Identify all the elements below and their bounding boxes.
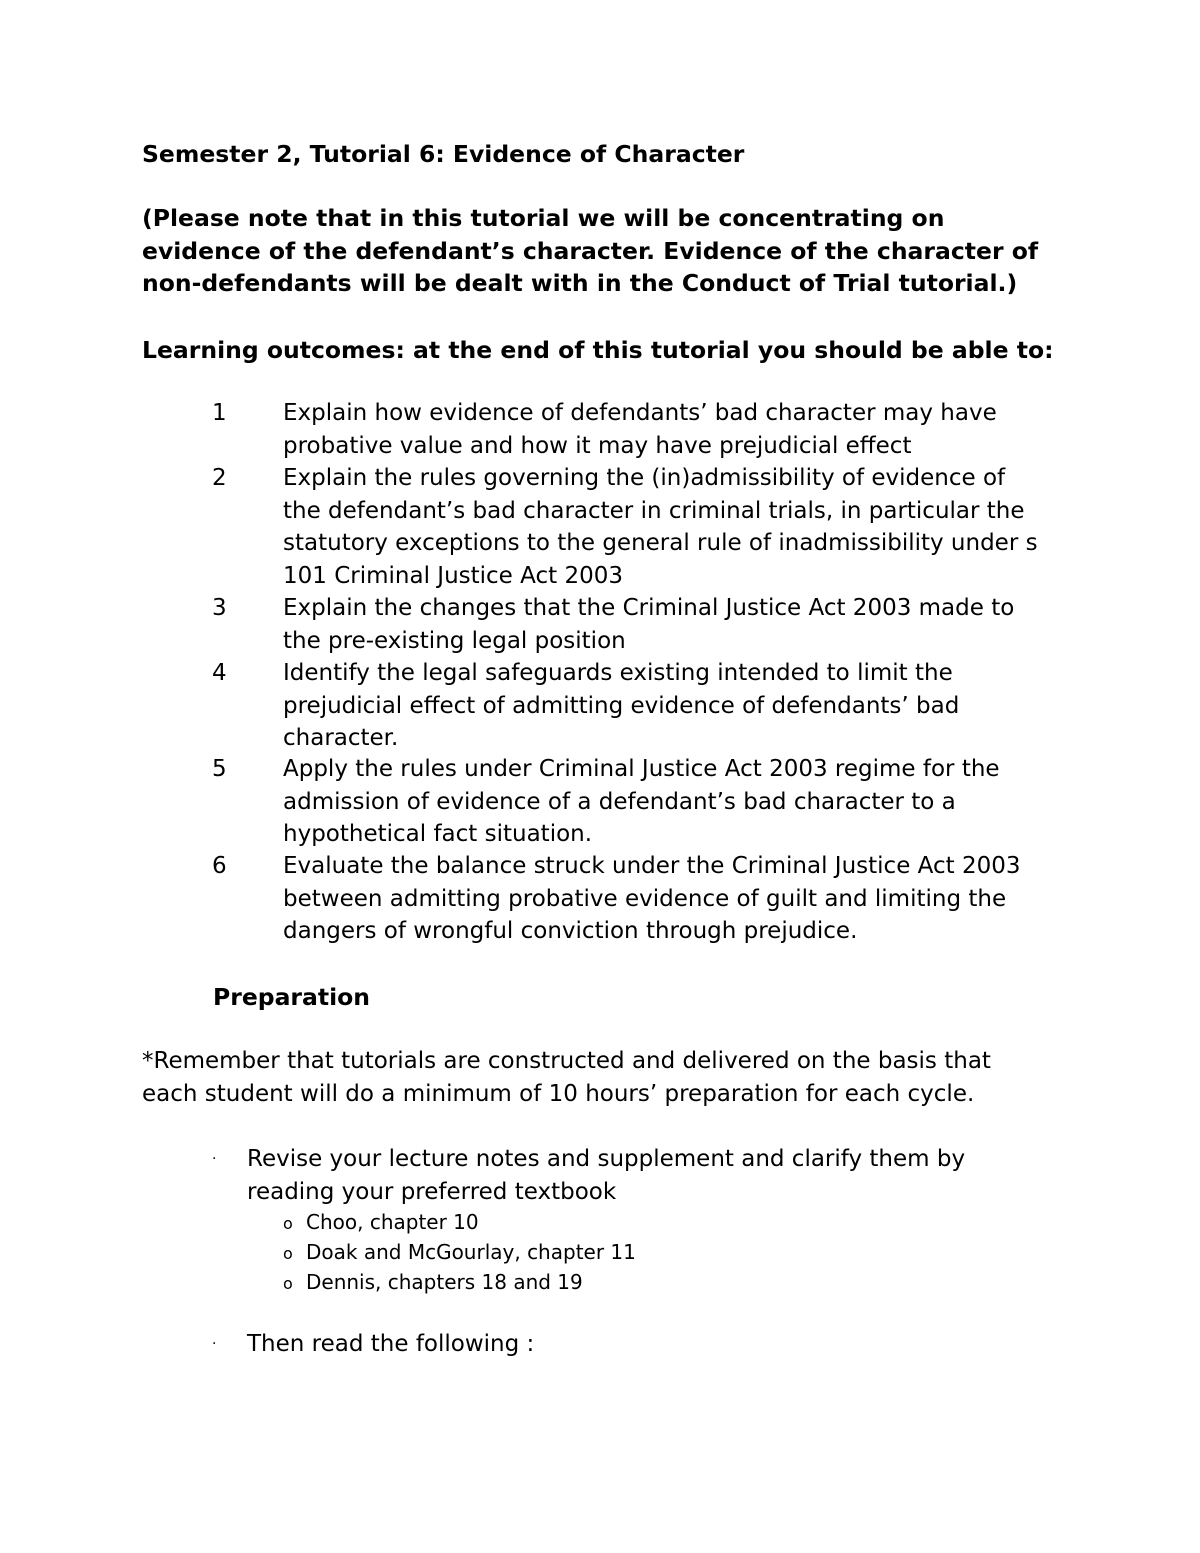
outcome-number: 2: [212, 465, 227, 491]
outcome-number: 3: [212, 595, 227, 621]
outcome-text: [283, 850, 1083, 948]
outcome-line: statutory exceptions to the general rule of inadmissibility under s: [283, 530, 1038, 556]
outcome-line: Explain how evidence of defendants’ bad character may have: [283, 400, 997, 426]
outcome-line: the pre-existing legal position: [283, 627, 626, 654]
outcome-text: [283, 753, 1083, 851]
outcome-line: Apply the rules under Criminal Justice Act 2003 regime for the: [283, 756, 1000, 782]
note-line: non-defendants will be dealt with in the Conduct of Trial tutorial.): [142, 269, 1018, 297]
outcome-line: probative value and how it may have prejudicial effect: [283, 432, 912, 459]
note-line: evidence of the defendant’s character. Evidence of the character of: [142, 236, 1039, 265]
circle-bullet-icon: o: [283, 1274, 293, 1293]
outcome-text: [283, 592, 1083, 657]
preparation-heading: Preparation: [213, 983, 371, 1011]
learning-outcomes-heading: Learning outcomes: at the end of this tutorial you should be able to:: [142, 336, 1054, 364]
document-title: Semester 2, Tutorial 6: Evidence of Character: [142, 140, 745, 168]
textbook-text: Doak and McGourlay, chapter 11: [306, 1240, 636, 1264]
bullet-dot-icon: ·: [212, 1336, 217, 1352]
outcome-line: admission of evidence of a defendant’s bad character to a: [283, 788, 956, 815]
outcome-number: 4: [212, 660, 227, 686]
outcome-line: hypothetical fact situation.: [283, 821, 593, 847]
circle-bullet-icon: o: [283, 1214, 293, 1233]
outcome-text: [283, 397, 1083, 462]
outcome-line: dangers of wrongful conviction through prejudice.: [283, 918, 858, 944]
bullet-text: [247, 1328, 1067, 1361]
outcome-number: 1: [212, 400, 227, 426]
outcome-line: Explain the rules governing the (in)admissibility of evidence of: [283, 465, 1006, 491]
outcome-line: prejudicial effect of admitting evidence of defendants’ bad: [283, 692, 960, 719]
bullet-line: Revise your lecture notes and supplement and clarify them by: [247, 1146, 966, 1172]
outcome-line: Explain the changes that the Criminal Justice Act 2003 made to: [283, 595, 1015, 621]
bullet-line: reading your preferred textbook: [247, 1178, 617, 1205]
outcome-line: between admitting probative evidence of guilt and limiting the: [283, 885, 1007, 912]
preparation-reminder: [142, 1045, 1102, 1110]
note-line: (Please note that in this tutorial we will be concentrating on: [142, 204, 945, 232]
outcome-line: 101 Criminal Justice Act 2003: [283, 562, 623, 589]
outcome-line: the defendant’s bad character in criminal trials, in particular the: [283, 497, 1025, 524]
outcome-text: [283, 657, 1083, 755]
bullet-text: [247, 1143, 1067, 1208]
bullet-dot-icon: ·: [212, 1151, 217, 1167]
reminder-line: each student will do a minimum of 10 hours’ preparation for each cycle.: [142, 1080, 975, 1107]
outcome-line: Evaluate the balance struck under the Criminal Justice Act 2003: [283, 853, 1021, 879]
outcome-number: 5: [212, 756, 227, 782]
outcome-text: [283, 462, 1083, 592]
bullet-line: Then read the following :: [247, 1331, 535, 1357]
textbook-text: Choo, chapter 10: [306, 1210, 479, 1234]
outcome-line: character.: [283, 725, 399, 751]
textbook-text: Dennis, chapters 18 and 19: [306, 1270, 583, 1294]
reminder-line: *Remember that tutorials are constructed and delivered on the basis that: [142, 1048, 991, 1074]
tutorial-note: [142, 202, 1102, 300]
outcome-line: Identify the legal safeguards existing intended to limit the: [283, 660, 953, 686]
circle-bullet-icon: o: [283, 1244, 293, 1263]
outcome-number: 6: [212, 853, 227, 879]
